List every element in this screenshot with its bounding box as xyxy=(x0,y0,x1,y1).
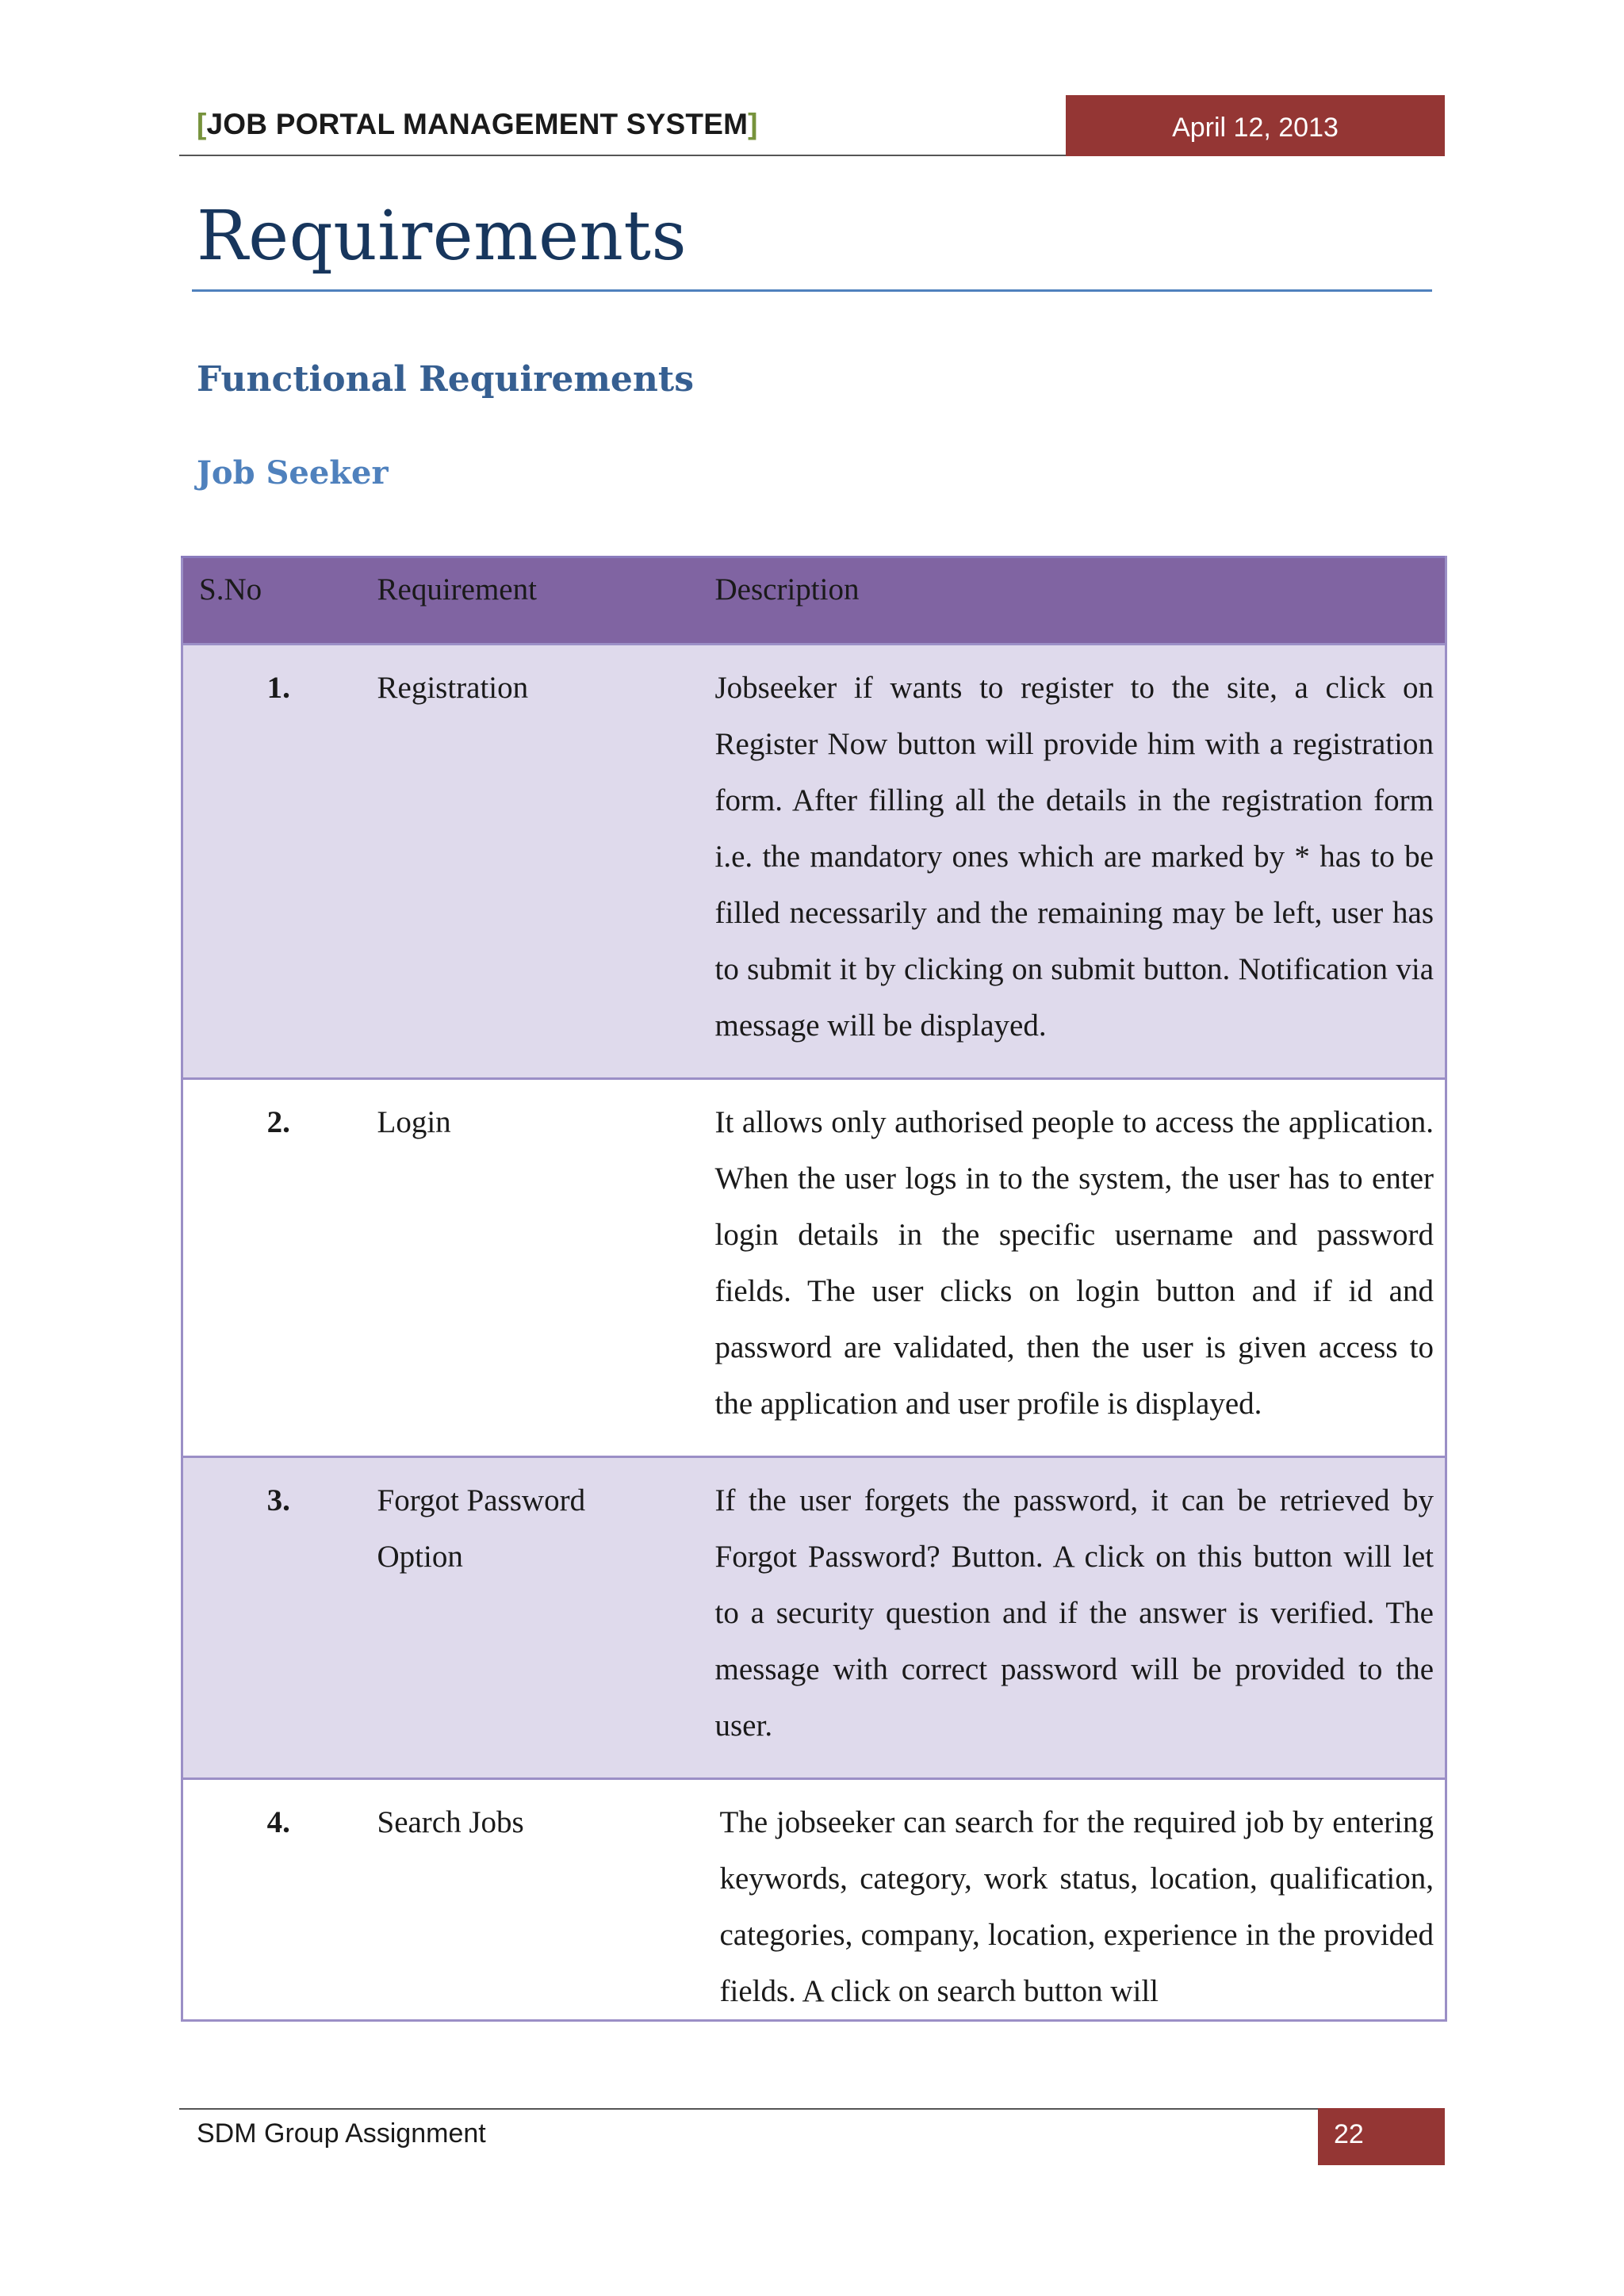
table-row xyxy=(182,645,1446,1079)
title-open-bracket: [ xyxy=(197,108,207,140)
row-number: 2. xyxy=(266,1105,290,1139)
description-cell xyxy=(679,1079,1446,1457)
column-header-description xyxy=(679,557,1446,645)
row-number-cell xyxy=(182,645,350,1079)
table-header-row xyxy=(182,557,1446,645)
requirement-cell xyxy=(350,1079,679,1457)
section-heading: Functional Requirements xyxy=(197,359,694,400)
row-number-cell xyxy=(182,1457,350,1779)
requirement-description: Jobseeker if wants to register to the site, a click on Register Now button will provide him with a registration form. After filling all the details in the registration form i.e. the mandatory ones which are marked by * has to be filled necessarily and the remaining may be left, user has to submit it by clicking on submit button. Notification via message will be displayed. xyxy=(714,671,1434,1043)
row-number: 1. xyxy=(266,671,290,705)
row-number-cell xyxy=(182,1779,350,2021)
page-number: 22 xyxy=(1318,2108,1445,2165)
column-header-label: S.No xyxy=(199,572,262,607)
footer-text: SDM Group Assignment xyxy=(197,2118,486,2149)
row-number-cell xyxy=(182,1079,350,1457)
requirement-name: Registration xyxy=(377,671,529,705)
column-header-requirement xyxy=(350,557,679,645)
header-date: April 12, 2013 xyxy=(1066,95,1445,156)
title-underline xyxy=(192,289,1432,292)
description-cell xyxy=(679,1457,1446,1779)
title-close-bracket: ] xyxy=(748,108,758,140)
column-header-label: Description xyxy=(714,572,860,607)
requirement-description: It allows only authorised people to access the application. When the user logs in to the system, the user has to enter login details in the specific username and password fields. The user clicks on login button and if id and password are validated, then the user is given access to the application and user profile is displayed. xyxy=(714,1105,1434,1421)
description-cell xyxy=(679,1779,1446,2021)
table-row xyxy=(182,1457,1446,1779)
row-number: 3. xyxy=(266,1483,290,1517)
column-header-sno xyxy=(182,557,350,645)
column-header-label: Requirement xyxy=(377,572,537,607)
table-row xyxy=(182,1779,1446,2021)
document-title-text: JOB PORTAL MANAGEMENT SYSTEM xyxy=(206,108,749,140)
footer-divider xyxy=(179,2108,1318,2110)
requirement-cell xyxy=(350,1779,679,2021)
table-row xyxy=(182,1079,1446,1457)
row-number: 4. xyxy=(266,1805,290,1839)
requirement-description: If the user forgets the password, it can be retrieved by Forgot Password? Button. A click on this button will let to a security question and if the answer is verified. The message with correct password will be provided to the user. xyxy=(714,1483,1434,1743)
requirement-name: Forgot Password Option xyxy=(377,1483,586,1574)
header-divider xyxy=(179,155,1066,156)
requirement-cell xyxy=(350,1457,679,1779)
page-title: Requirements xyxy=(197,197,688,276)
document-title xyxy=(197,108,758,141)
description-cell xyxy=(679,645,1446,1079)
requirement-cell xyxy=(350,645,679,1079)
requirements-table xyxy=(181,556,1447,2022)
subsection-heading: Job Seeker xyxy=(197,454,389,492)
requirement-name: Login xyxy=(377,1105,451,1139)
requirement-description: The jobseeker can search for the required job by entering keywords, category, work status, location, qualification, categories, company, location, experience in the provided fields. A click on search button will xyxy=(719,1805,1434,2008)
page-header xyxy=(179,95,1445,155)
requirement-name: Search Jobs xyxy=(377,1805,524,1839)
